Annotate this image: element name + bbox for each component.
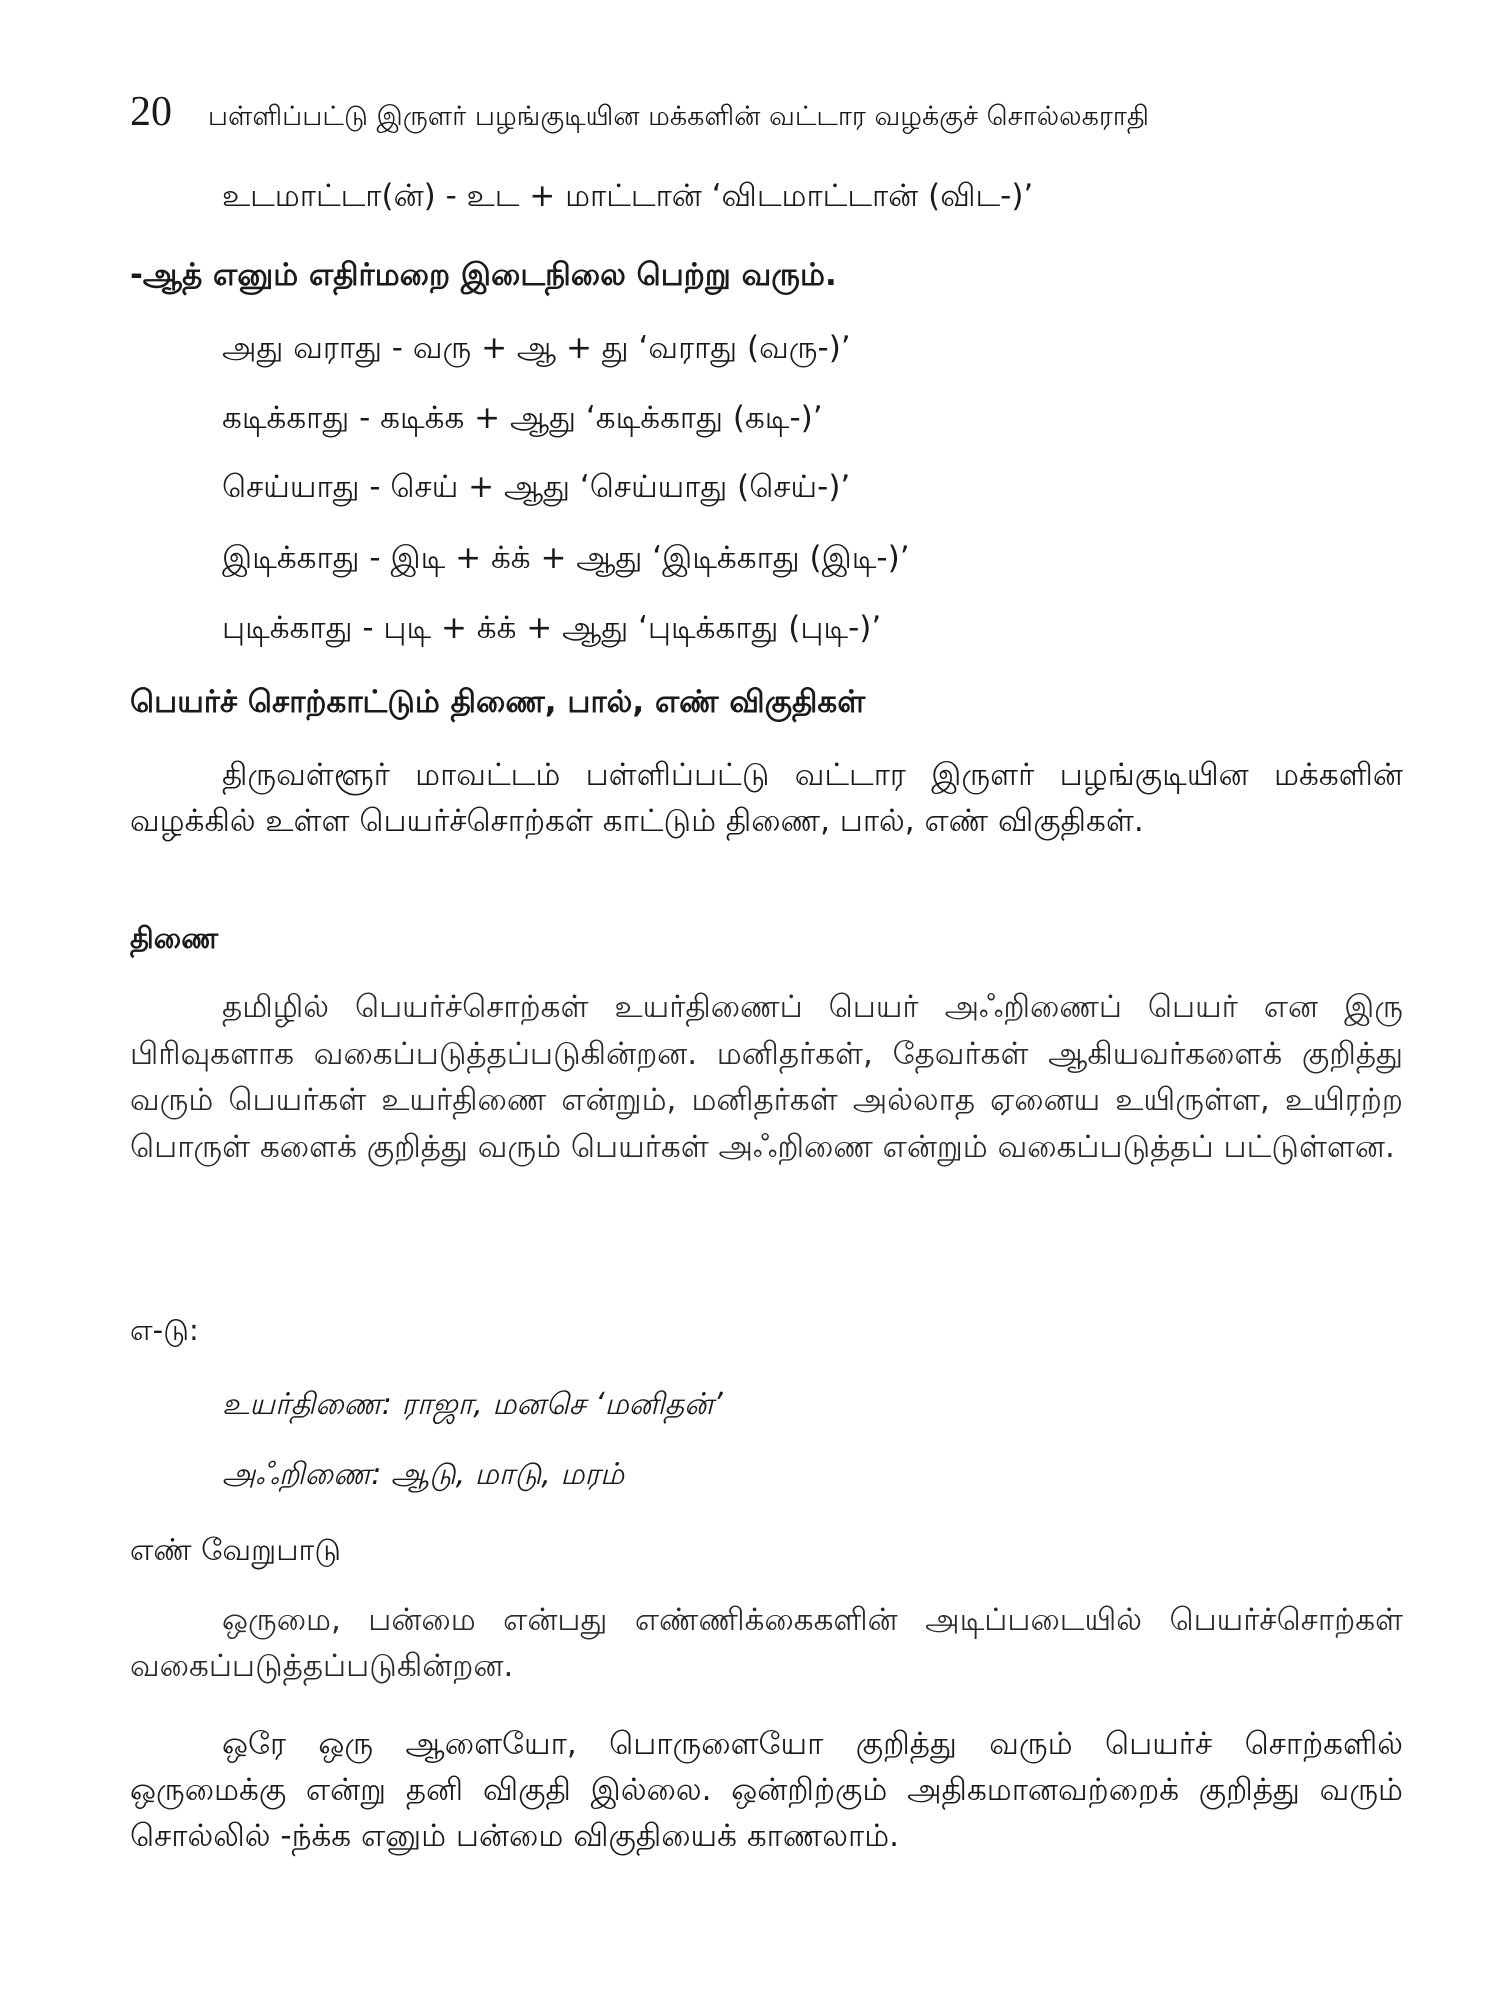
thinai-paragraph: தமிழில் பெயர்ச்சொற்கள் உயர்திணைப் பெயர் அஃறிணைப் பெயர் என இரு பிரிவுகளாக வகைப்படுத்தப்படுகின்றன. மனிதர்கள், தேவர்கள் ஆகியவர்களைக் குறித்து வரும் பெயர்கள் உயர்திணை என்றும், மனிதர்கள் அல்லாத ஏனைய உயிருள்ள, உயிரற்ற பொருள் களைக் குறித்து வரும் பெயர்கள் அஃறிணை என்றும் வகைப்படுத்தப் பட்டுள்ளன. [130, 989, 1403, 1165]
en-heading: எண் வேறுபாடு [130, 1533, 341, 1568]
section-intro-paragraph: திருவள்ளூர் மாவட்டம் பள்ளிப்பட்டு வட்டார இருளர் பழங்குடியின மக்களின் வழக்கில் உள்ள பெயர்ச்சொற்கள் காட்டும் திணை, பால், எண் விகுதிகள். [130, 757, 1403, 839]
running-title: பள்ளிப்பட்டு இருளர் பழங்குடியின மக்களின் வட்டார வழக்குச் சொல்லகராதி [207, 101, 1150, 132]
negative-example: அது வராது - வரு + ஆ + து ‘வராது (வரு-)’ [222, 330, 851, 366]
page-header [130, 89, 1150, 137]
negative-example: புடிக்காது - புடி + க்க் + ஆது ‘புடிக்காது (புடி-)’ [222, 610, 882, 646]
negative-example: கடிக்காது - கடிக்க + ஆது ‘கடிக்காது (கடி-)’ [222, 400, 823, 436]
section-heading: பெயர்ச் சொற்காட்டும் திணை, பால், எண் விகுதிகள் [130, 684, 866, 720]
page-number: 20 [130, 89, 172, 135]
thinai-example: உயர்திணை: ராஜா, மனசெ ‘மனிதன்’ [222, 1387, 723, 1422]
thinai-example: அஃறிணை: ஆடு, மாடு, மரம் [222, 1457, 625, 1492]
en-paragraph-1: ஒருமை, பன்மை என்பது எண்ணிக்கைகளின் அடிப்படையில் பெயர்ச்சொற்கள் வகைப்படுத்தப்படுகின்றன. [130, 1602, 1403, 1684]
example-label: எ-டு: [130, 1313, 199, 1347]
thinai-heading: திணை [130, 921, 219, 955]
negative-example: செய்யாது - செய் + ஆது ‘செய்யாது (செய்-)’ [222, 469, 851, 505]
en-paragraph-2: ஒரே ஒரு ஆளையோ, பொருளையோ குறித்து வரும் பெயர்ச் சொற்களில் ஒருமைக்கு என்று தனி விகுதி இல்லை. ஒன்றிற்கும் அதிகமானவற்றைக் குறித்து வரும் சொல்லில் -ந்க்க எனும் பன்மை விகுதியைக் காணலாம். [130, 1726, 1403, 1854]
negative-example: இடிக்காது - இடி + க்க் + ஆது ‘இடிக்காது (இடி-)’ [222, 540, 910, 576]
negative-intro: -ஆத் எனும் எதிர்மறை இடைநிலை பெற்று வரும். [130, 257, 837, 293]
example-line: உடமாட்டா(ன்) - உட + மாட்டான் ‘விடமாட்டான் (விட-)’ [222, 178, 1034, 214]
